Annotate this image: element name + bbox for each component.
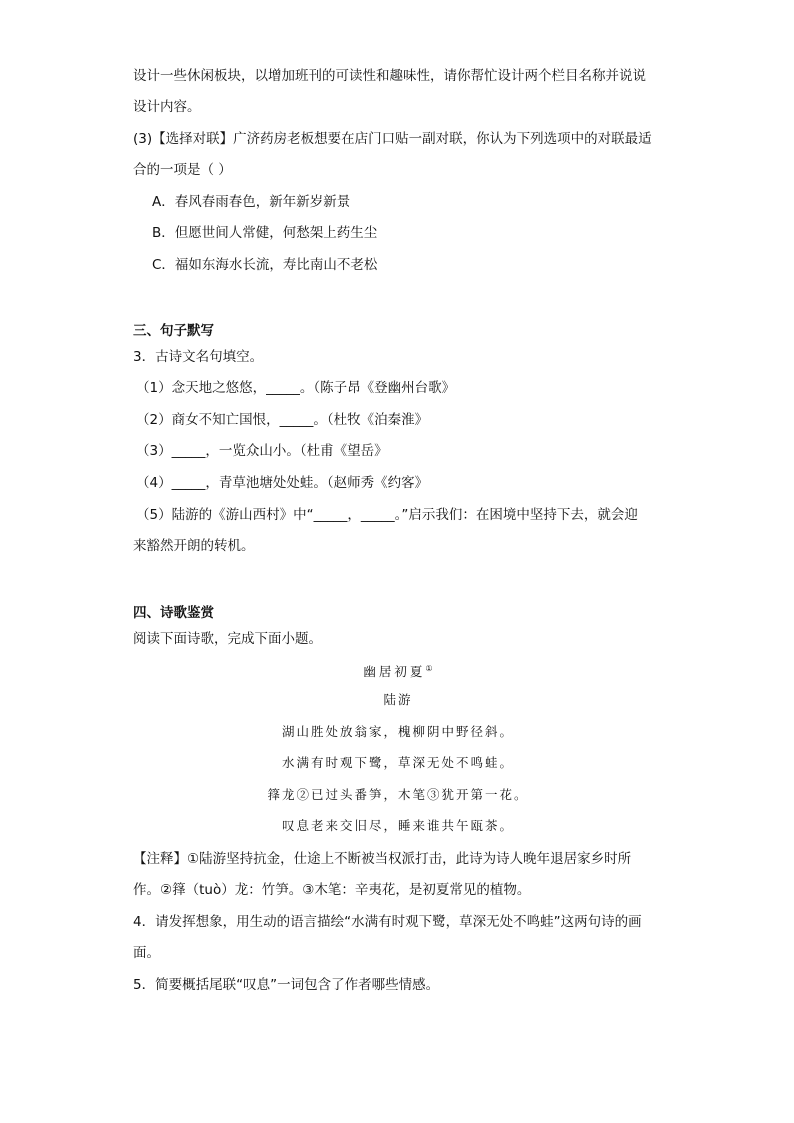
question-5: 5．简要概括尾联“叹息”一词包含了作者哪些情感。 bbox=[133, 977, 440, 993]
fill-blank-item: （3）_____，一览众山小。（杜甫《望岳》 bbox=[136, 443, 388, 459]
poem-title-note: ① bbox=[425, 664, 433, 673]
poem-author: 陆游 bbox=[383, 692, 413, 707]
question-stem: 3．古诗文名句填空。 bbox=[133, 349, 264, 365]
reading-intro: 阅读下面诗歌，完成下面小题。 bbox=[133, 631, 322, 647]
question-4-cont: 面。 bbox=[133, 945, 160, 961]
poem-line: 叹息老来交旧尽，睡来谁共午瓯茶。 bbox=[281, 818, 514, 833]
poem-line: 湖山胜处放翁家，槐柳阴中野径斜。 bbox=[281, 724, 514, 739]
section-heading: 四、诗歌鉴赏 bbox=[133, 605, 214, 621]
poem-annotation: 【注释】①陆游坚持抗金，仕途上不断被当权派打击，此诗为诗人晚年退居家乡时所 bbox=[133, 851, 632, 867]
fill-blank-item: （4）_____，青草池塘处处蛙。（赵师秀《约客》 bbox=[136, 475, 429, 491]
q2-3-stem: (3)【选择对联】广济药房老板想要在店门口贴一副对联，你认为下列选项中的对联最适 bbox=[133, 131, 652, 147]
option-a: A．春风春雨春色，新年新岁新景 bbox=[152, 194, 351, 210]
fill-blank-item-cont: 来豁然开朗的转机。 bbox=[133, 538, 255, 554]
fill-blank-item: （1）念天地之悠悠，_____。（陈子昂《登幽州台歌》 bbox=[136, 380, 456, 396]
q2-text-line: 设计一些休闲板块，以增加班刊的可读性和趣味性，请你帮忙设计两个栏目名称并说说 bbox=[133, 68, 646, 84]
option-b: B．但愿世间人常健，何愁架上药生尘 bbox=[152, 225, 378, 241]
fill-blank-item: （5）陆游的《游山西村》中“_____，_____。”启示我们：在困境中坚持下去，就会迎 bbox=[136, 507, 638, 523]
q2-3-stem: 合的一项是（ ） bbox=[133, 162, 232, 178]
q2-text-line: 设计内容。 bbox=[133, 99, 201, 115]
option-c: C．福如东海水长流，寿比南山不老松 bbox=[152, 257, 378, 273]
section-heading: 三、句子默写 bbox=[133, 323, 214, 339]
poem-line: 箨龙②已过头番笋，木笔③犹开第一花。 bbox=[267, 787, 529, 802]
poem-title: 幽居初夏① bbox=[363, 664, 433, 680]
poem-annotation: 作。②箨（tuò）龙：竹笋。③木笔：辛夷花，是初夏常见的植物。 bbox=[133, 882, 531, 898]
poem-line: 水满有时观下鹭，草深无处不鸣蛙。 bbox=[281, 755, 514, 770]
question-4: 4．请发挥想象，用生动的语言描绘“水满有时观下鹭，草深无处不鸣蛙”这两句诗的画 bbox=[133, 914, 642, 930]
fill-blank-item: （2）商女不知亡国恨，_____。（杜牧《泊秦淮》 bbox=[136, 412, 429, 428]
